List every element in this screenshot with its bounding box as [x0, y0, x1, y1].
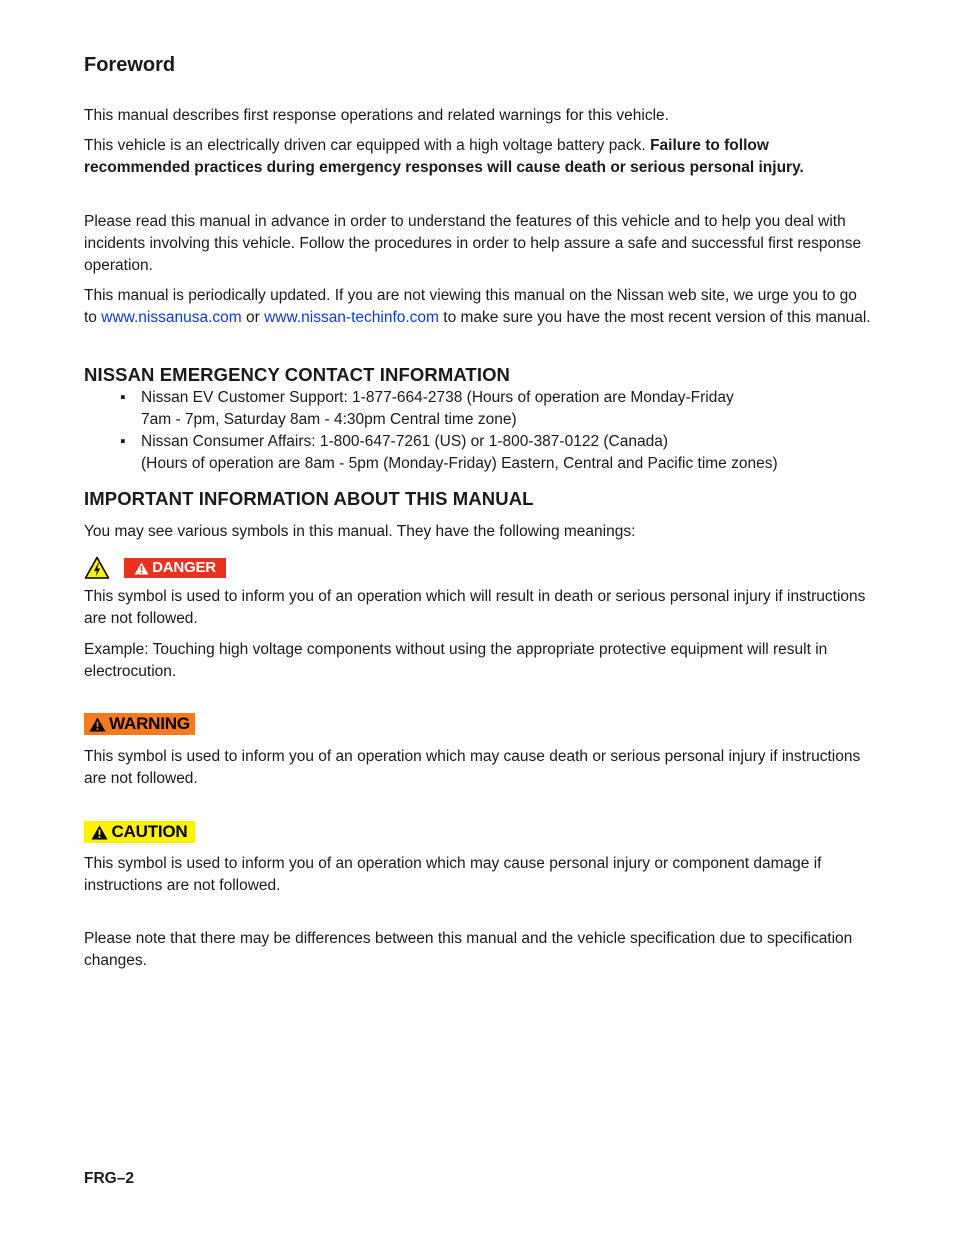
danger-symbol-row — [84, 556, 226, 580]
intro-paragraph-3: Please read this manual in advance in order to understand the features of this vehicle and to help you deal with incidents involving this vehicle. Follow the procedures in order to help assure a safe and successful first response operation. — [84, 213, 862, 274]
contact-1-line-2: 7am - 7pm, Saturday 8am - 4:30pm Central time zone) — [141, 411, 517, 428]
danger-description: This symbol is used to inform you of an operation which will result in death or serious personal injury if instructions are not followed. — [84, 588, 866, 627]
contact-2-line-1: Nissan Consumer Affairs: 1-800-647-7261 (US) or 1-800-387-0122 (Canada) — [141, 433, 668, 450]
alert-triangle-icon — [134, 562, 149, 575]
intro-p2-bold-warning: Failure to follow recommended practices during emergency responses will cause death or serious personal injury. — [84, 137, 804, 176]
bullet-icon: ▪ — [120, 389, 126, 406]
contact-heading: NISSAN EMERGENCY CONTACT INFORMATION — [84, 364, 511, 385]
danger-example: Example: Touching high voltage components without using the appropriate protective equipment will result in electrocution. — [84, 641, 828, 680]
manual-info-heading: IMPORTANT INFORMATION ABOUT THIS MANUAL — [84, 488, 534, 509]
caution-badge — [84, 821, 195, 843]
alert-triangle-icon — [91, 825, 108, 840]
page-number: FRG–2 — [84, 1170, 134, 1187]
contact-1-line-1: Nissan EV Customer Support: 1-877-664-2738 (Hours of operation are Monday-Friday — [141, 389, 734, 406]
contact-2-line-2: (Hours of operation are 8am - 5pm (Monday-Friday) Eastern, Central and Pacific time zones) — [141, 455, 778, 472]
intro-p4-text-a: This manual is periodically updated. If you are not viewing this manual on the Nissan web site, we urge you to go to — [84, 287, 857, 326]
intro-paragraph-1: This manual describes first response operations and related warnings for this vehicle. — [84, 107, 669, 124]
page-title: Foreword — [84, 54, 176, 76]
warning-label: WARNING — [109, 714, 190, 733]
specification-note: Please note that there may be differences between this manual and the vehicle specification due to specification changes. — [84, 930, 853, 969]
intro-paragraph-2 — [84, 135, 874, 179]
caution-description: This symbol is used to inform you of an operation which may cause personal injury or component damage if instructions are not followed. — [84, 855, 822, 894]
high-voltage-icon — [84, 556, 110, 580]
contact-list — [120, 387, 860, 475]
list-item — [120, 387, 860, 431]
bullet-icon: ▪ — [120, 433, 126, 450]
intro-p4-text-b: to make sure you have the most recent version of this manual. — [443, 309, 871, 326]
caution-label: CAUTION — [111, 822, 188, 841]
alert-triangle-icon — [89, 717, 106, 732]
intro-p4-or: or — [245, 309, 260, 326]
nissanusa-link[interactable]: www.nissanusa.com — [101, 309, 242, 326]
warning-badge — [84, 713, 195, 735]
symbols-intro: You may see various symbols in this manual. They have the following meanings: — [84, 523, 636, 540]
intro-p2-text: This vehicle is an electrically driven car equipped with a high voltage battery pack. — [84, 137, 646, 154]
intro-paragraph-4 — [84, 285, 874, 329]
list-item — [120, 431, 860, 475]
nissan-techinfo-link[interactable]: www.nissan-techinfo.com — [264, 309, 439, 326]
danger-badge — [124, 558, 226, 578]
warning-description: This symbol is used to inform you of an operation which may cause death or serious personal injury if instructions are not followed. — [84, 748, 861, 787]
danger-label: DANGER — [152, 559, 216, 576]
